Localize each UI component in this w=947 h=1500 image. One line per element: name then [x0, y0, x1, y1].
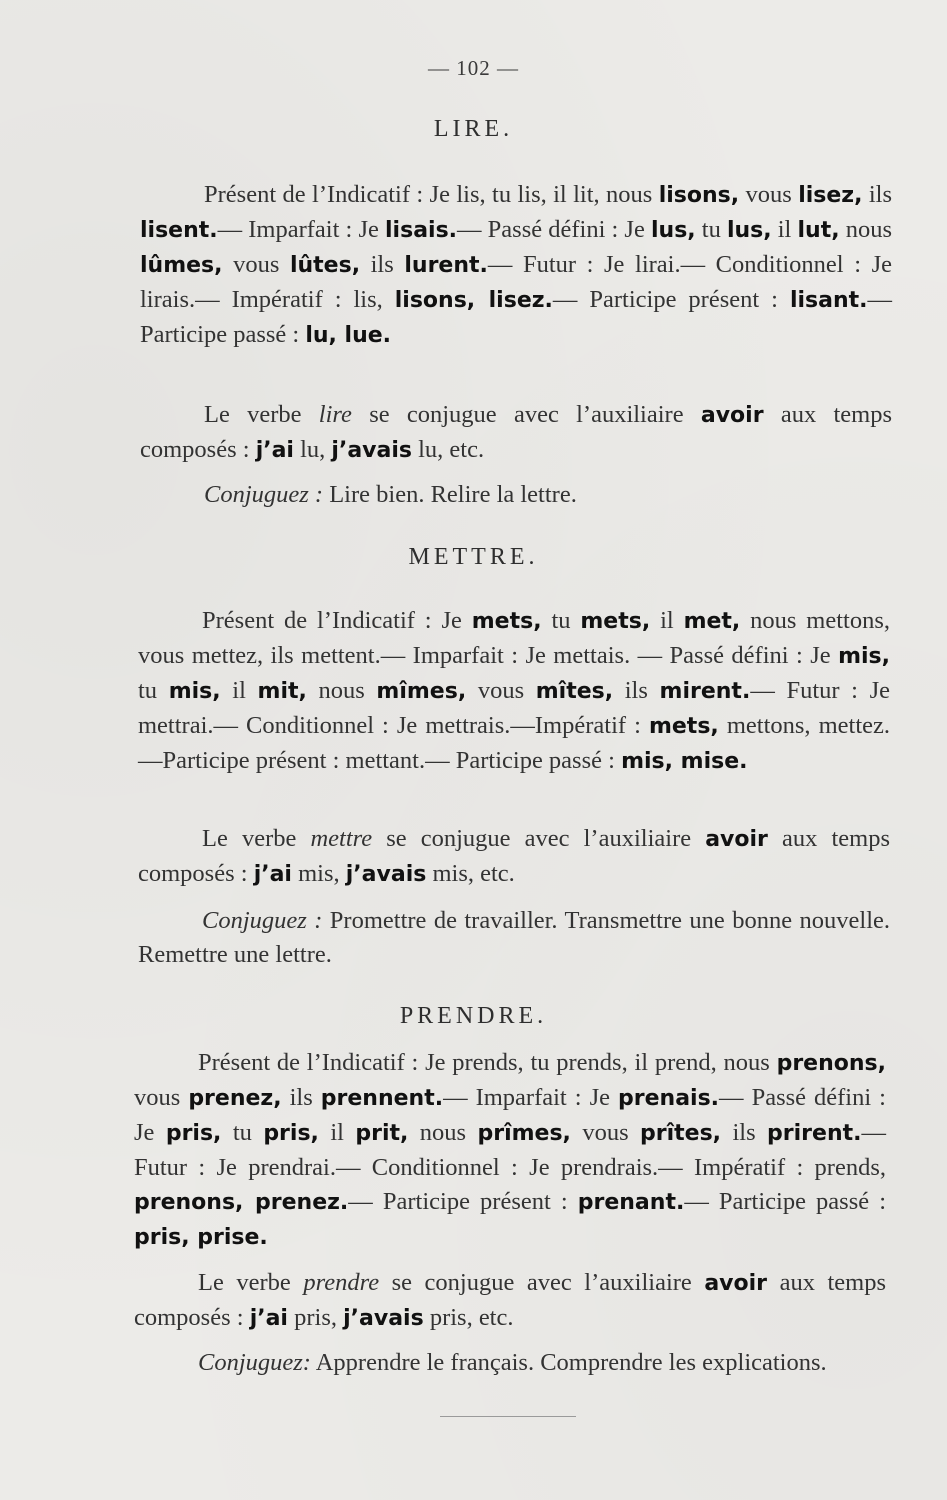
lire-auxiliary-paragraph: Le verbe lire se conjugue avec l’auxiliaire avoir aux temps composés : j’ai lu, j’avais lu, etc.: [140, 401, 893, 463]
section-heading-prendre: PRENDRE.: [399, 1003, 548, 1029]
lire-conjugation-paragraph: Présent de l’Indicatif : Je lis, tu lis, il lit, nous lisons, vous lisez, ils lisent.— Imparfait : Je lisais.— Passé défini : Je lus, tu lus, il lut, nous lûmes, vous lûtes, ils lurent.— Futur : Je lirai.— Conditionnel : Je lirais.— Impératif : lis, lisons, lisez.— Participe présent : lisant.— Participe passé : lu, lue.: [140, 181, 892, 348]
end-divider: [440, 1416, 576, 1417]
mettre-auxiliary-paragraph: Le verbe mettre se conjugue avec l’auxiliaire avoir aux temps composés : j’ai mis, j’avais mis, etc.: [138, 825, 891, 887]
prendre-exercise-paragraph: Conjuguez: Apprendre le français. Comprendre les explications.: [198, 1349, 827, 1376]
page-number: — 102 —: [428, 56, 519, 80]
mettre-conjugation-paragraph: Présent de l’Indicatif : Je mets, tu mets, il met, nous mettons, vous mettez, ils mettent.— Imparfait : Je mettais. — Passé défini : Je mis, tu mis, il mit, nous mîmes, vous mîtes, ils mirent.— Futur : Je mettrai.— Conditionnel : Je mettrais.—Impératif : mets, mettons, mettez.—Participe présent : mettant.— Participe passé : mis, mise.: [138, 607, 891, 774]
section-heading-mettre: METTRE.: [408, 544, 539, 570]
lire-exercise-paragraph: Conjuguez : Lire bien. Relire la lettre.: [204, 481, 577, 508]
mettre-exercise-paragraph: Conjuguez : Promettre de travailler. Transmettre une bonne nouvelle. Remettre une lettre.: [138, 907, 890, 968]
section-heading-lire: LIRE.: [433, 116, 514, 142]
prendre-conjugation-paragraph: Présent de l’Indicatif : Je prends, tu prends, il prend, nous prenons, vous prenez, ils prennent.— Imparfait : Je prenais.— Passé défini : Je pris, tu pris, il prit, nous prîmes, vous prîtes, ils prirent.— Futur : Je prendrai.— Conditionnel : Je prendrais.— Impératif : prends, prenons, prenez.— Participe présent : prenant.— Participe passé : pris, prise.: [134, 1049, 886, 1250]
prendre-auxiliary-paragraph: Le verbe prendre se conjugue avec l’auxiliaire avoir aux temps composés : j’ai pris, j’avais pris, etc.: [134, 1269, 887, 1331]
